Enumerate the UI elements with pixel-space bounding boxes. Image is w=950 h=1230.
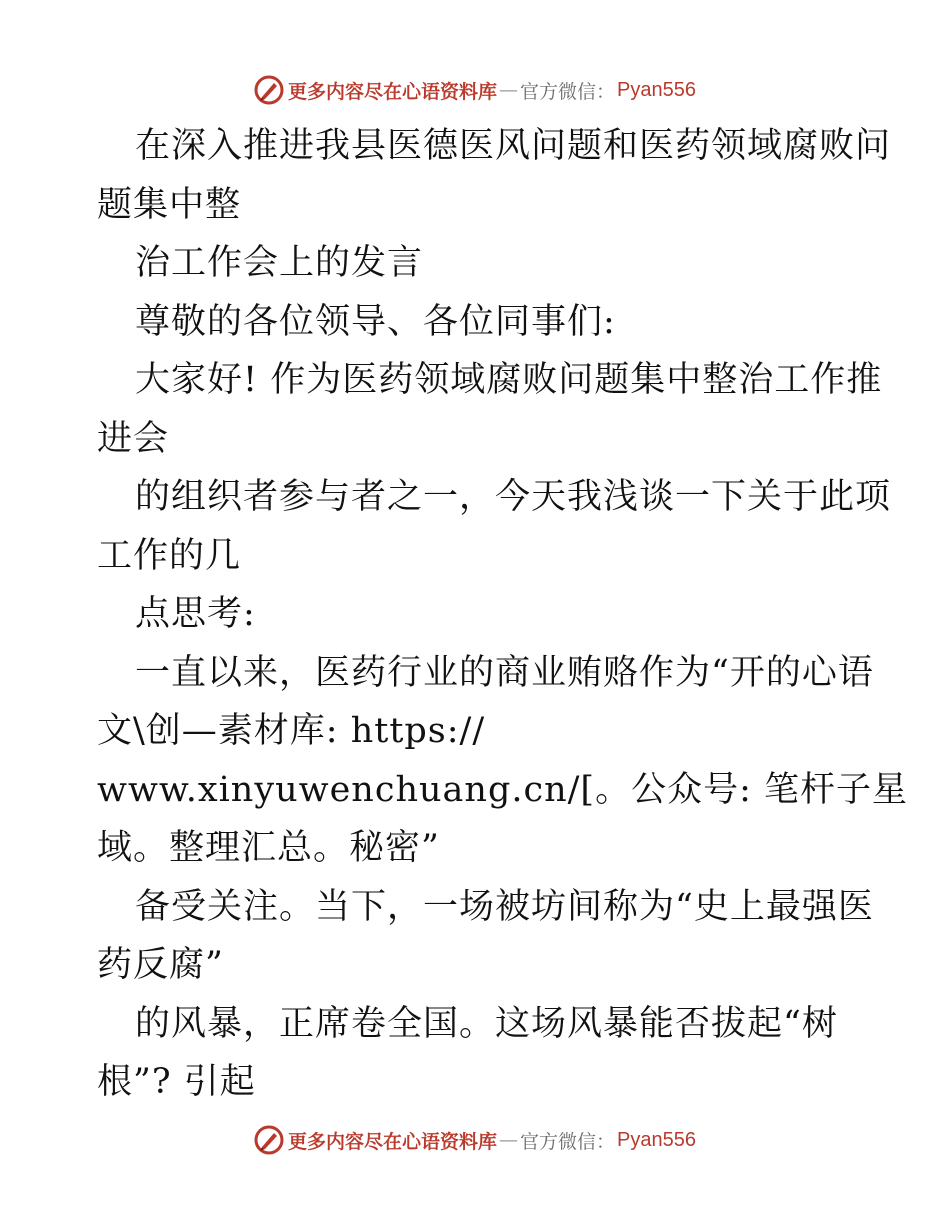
text-line: 的组织者参与者之一，今天我浅谈一下关于此项 [135,477,892,517]
text-line: 备受关注。当下，一场被坊间称为“史上最强医 [135,886,874,927]
banner-dash: — [499,1129,519,1151]
banner-secondary-text: 官方微信： [520,1130,616,1153]
footer-banner [0,1120,950,1160]
text-line: 根”? 引起 [97,1062,256,1102]
banner-primary-text: 更多内容尽在心语资料库 [288,80,498,103]
text-line: 的风暴，正席卷全国。这场风暴能否拔起“树 [135,1003,838,1044]
banner-primary-text: 更多内容尽在心语资料库 [288,1130,498,1153]
text-line: 文\创—素材库: https:// [97,711,486,751]
banner-secondary-text: 官方微信： [520,80,616,103]
text-line: 题集中整 [97,184,242,225]
text-line: 域。整理汇总。秘密” [97,828,440,868]
text-line: 点思考: [135,594,256,634]
text-line: 尊敬的各位领导、各位同事们: [135,301,616,342]
text-line: 大家好! 作为医药领域腐败问题集中整治工作推 [135,360,883,400]
pen-logo-icon [254,1125,284,1155]
text-line: www.xinyuwenchuang.cn/[。公众号: 笔杆子星 [97,769,908,810]
text-line: 工作的几 [97,535,242,576]
pen-logo-icon [254,75,284,105]
text-line: 药反腐” [97,945,224,985]
text-line: 在深入推进我县医德医风问题和医药领域腐败问 [135,126,892,166]
banner-wechat-id: Pyan556 [617,78,696,101]
banner-dash: — [499,79,519,101]
text-line: 进会 [97,418,170,459]
document-body [97,117,908,1112]
header-banner [0,70,950,110]
banner-wechat-id: Pyan556 [617,1128,696,1151]
text-line: 一直以来，医药行业的商业贿赂作为“开的心语 [135,652,874,693]
text-line: 治工作会上的发言 [135,243,424,283]
